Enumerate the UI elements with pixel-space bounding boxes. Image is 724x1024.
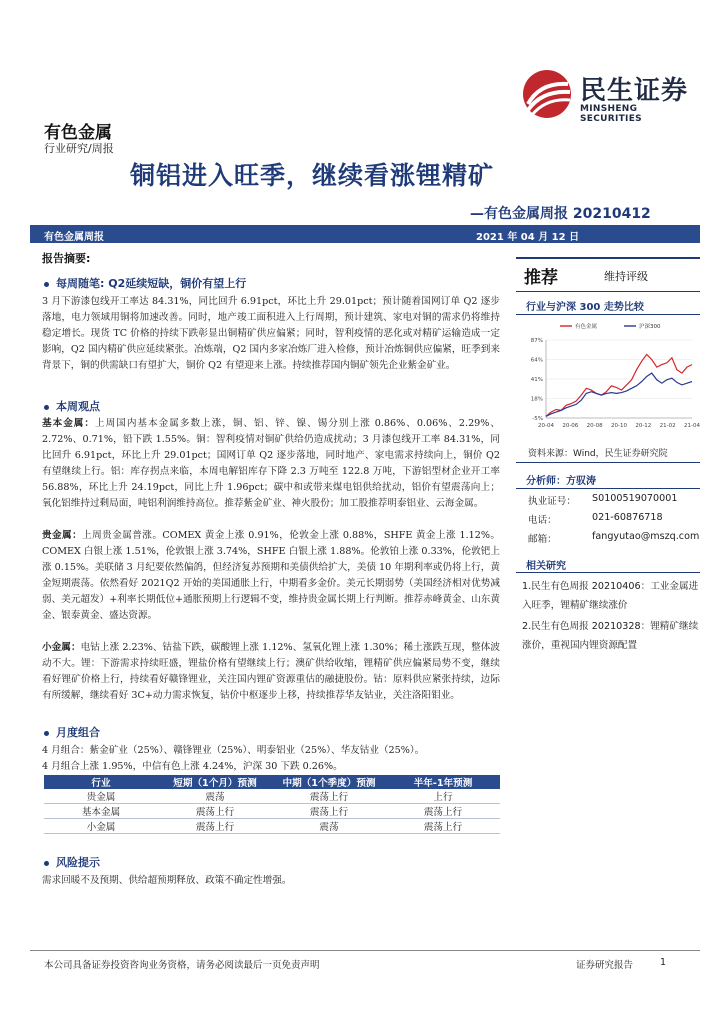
sector-label: 有色金属	[44, 123, 112, 143]
table-cell: 震荡上行	[272, 789, 386, 804]
table-cell: 小金属	[44, 819, 158, 834]
footer-disclaimer: 本公司具备证券投资咨询业务资格，请务必阅读最后一页免责声明	[44, 960, 320, 971]
risk-heading: 风险提示	[44, 854, 100, 870]
y-tick-label: 18%	[530, 396, 543, 403]
summary-label: 报告摘要:	[42, 252, 91, 265]
x-tick-label: 20-04	[538, 423, 554, 429]
email-label: 邮箱：	[528, 534, 557, 545]
legend-label: 沪深300	[639, 324, 661, 330]
x-tick-label: 20-10	[611, 423, 627, 429]
x-tick-label: 21-02	[659, 423, 676, 429]
table-cell: 上行	[386, 789, 500, 804]
bullet-icon	[44, 731, 49, 736]
table-cell: 震荡上行	[386, 804, 500, 819]
table-cell: 震荡上行	[386, 819, 500, 834]
precious-metals-label: 贵金属：	[42, 530, 83, 541]
minor-metals-label: 小金属：	[42, 642, 81, 653]
phone-label: 电话：	[528, 515, 557, 526]
minor-metals-paragraph	[42, 640, 500, 704]
report-type: 行业研究/周报	[44, 142, 114, 155]
related-item[interactable]: 2.民生有色周报 20210328：锂精矿继续涨价，重视国内锂资源配置	[522, 621, 699, 651]
x-tick-label: 21-04	[684, 423, 700, 429]
page-subtitle: —有色金属周报 20210412	[470, 206, 651, 222]
divider	[516, 488, 700, 489]
footer-divider	[30, 950, 700, 951]
precious-metals-text: 上周贵金属普涨。COMEX 黄金上涨 0.91%，伦敦金上涨 0.88%，SHFE 黄金上涨 1.12%。COMEX 白银上涨 1.51%，伦敦银上涨 3.74%，SHFE 白银上涨 1.88%。伦敦铂上涨 0.33%，伦敦钯上涨 0.15%。美联储 3 月纪要依然偏鸽，但经济复苏预期和美债供给扩大，美债 10 年期利率或仍将上行，黄金短期震荡。依然看好 2021Q2 开始的美国通胀上行，中期看多金价。美元长期弱势（美国经济相对优势减弱、美元超发）+利率长期低位+通胀预期上行逻辑不变，维持贵金属长期上行判断。推荐赤峰黄金、山东黄金、银泰黄金、盛达资源。	[42, 530, 501, 621]
table-row	[44, 804, 500, 819]
page-number: 1	[660, 957, 667, 968]
table-cell: 震荡	[272, 819, 386, 834]
y-tick-label: 41%	[530, 377, 543, 383]
page-title: 铜铝进入旺季，继续看涨锂精矿	[130, 161, 495, 190]
table-header: 半年-1年预测	[386, 775, 500, 789]
base-metals-paragraph	[42, 416, 500, 512]
report-date: 2021 年 04 月 12 日	[476, 232, 580, 243]
table-header: 行业	[44, 775, 158, 789]
table-cell: 震荡	[158, 789, 272, 804]
x-tick-label: 20-08	[586, 423, 603, 429]
x-tick-label: 20-12	[635, 423, 652, 429]
table-row	[44, 819, 500, 834]
chart-title: 行业与沪深 300 走势比较	[526, 302, 644, 313]
divider	[516, 572, 700, 573]
cert-label: 执业证号：	[528, 496, 576, 507]
y-tick-label: -5%	[532, 416, 543, 422]
x-tick-label: 20-06	[562, 423, 579, 429]
table-cell: 震荡上行	[272, 804, 386, 819]
table-cell: 震荡上行	[158, 819, 272, 834]
rating-label: 推荐	[524, 268, 558, 288]
table-header: 短期（1个月）预测	[158, 775, 272, 789]
rating-action: 维持评级	[604, 270, 648, 283]
bullet-icon	[44, 405, 49, 410]
risk-text: 需求回暖不及预期、供给超预期释放、政策不确定性增强。	[42, 875, 292, 886]
brand-name-en: MINSHENG SECURITIES	[580, 104, 642, 124]
brand-name: 民生证券	[580, 76, 689, 106]
logo-mark-icon	[520, 68, 576, 120]
table-header-row	[44, 775, 500, 789]
table-header: 中期（1个季度）预测	[272, 775, 386, 789]
base-metals-text: 上周国内基本金属多数上涨，铜、铝、锌、镍、锡分别上涨 0.86%、0.06%、2.29%、2.72%、0.71%，铅下跌 1.55%。铜：智利疫情对铜矿供给仍造成扰动；3 月漆包线开工率 84.31%，同比回升 6.91pct，环比上升 29.01pct；国网订单 Q2 逐步落地，同时地产、家电需求持续向上，铜价 Q2 有望继续上行。铝：库存拐点来临，本周电解铝库存下降 2.3 万吨至 122.8 万吨，下游铝型材企业开工率 56.88%，环比上升 24.19pct，同比上升 1.96pct；碳中和或带来煤电铝供给扰动，铝价有望震荡向上；氧化铝维持过剩局面，吨铝利润维持高位。推荐紫金矿业、神火股份；加工股推荐明泰铝业、云海金属。	[42, 418, 500, 509]
legend-label: 有色金属	[575, 324, 598, 330]
table-row	[44, 789, 500, 804]
table-cell: 震荡上行	[158, 804, 272, 819]
chart-source: 资料来源：Wind，民生证券研究院	[528, 449, 668, 459]
precious-metals-paragraph	[42, 528, 500, 624]
rating-box	[516, 257, 700, 292]
table-cell: 基本金属	[44, 804, 158, 819]
bullet-icon	[44, 861, 49, 866]
related-item[interactable]: 1.民生有色周报 20210406：工业金属进入旺季，锂精矿继续涨价	[522, 581, 699, 611]
weekly-views-heading: 本周观点	[44, 398, 100, 414]
related-heading: 相关研究	[526, 561, 566, 572]
phone-value: 021-60876718	[592, 512, 663, 523]
y-tick-label: 87%	[530, 338, 543, 344]
trend-chart	[516, 318, 700, 442]
cert-value: S0100519070001	[592, 493, 678, 504]
bullet-icon	[44, 282, 49, 287]
y-tick-label: 64%	[530, 357, 543, 364]
minor-metals-text: 电钴上涨 2.23%、钴盐下跌，碳酸锂上涨 1.12%、氢氧化锂上涨 1.30%；稀土涨跌互现，整体波动不大。锂：下游需求持续旺盛，锂盐价格有望继续上行；澳矿供给收缩，锂精矿供应偏紧局势不变，继续看好锂矿价格上行，持续看好赣锋锂业，关注国内锂矿资源重估的融捷股份。钴：原料供应紧张持续，边际有所缓解，继续看好 3C+动力需求恢复，钴价中枢逐步上移，持续推荐华友钴业，关注洛阳钼业。	[42, 642, 500, 701]
portfolio-line-2: 4 月组合上涨 1.95%，中信有色上涨 4.24%，沪深 30 下跌 0.26%。	[42, 761, 343, 772]
divider	[516, 462, 700, 463]
band-left-label: 有色金属周报	[44, 232, 104, 243]
weekly-notes-heading: 每周随笔: Q2延续短缺，铜价有望上行	[44, 275, 246, 291]
header-band	[30, 225, 700, 243]
divider	[516, 314, 700, 315]
portfolio-heading: 月度组合	[44, 724, 100, 740]
footer-report: 证券研究报告	[576, 960, 634, 971]
brand-logo	[520, 68, 700, 124]
series-line-1	[546, 373, 692, 416]
portfolio-line-1: 4 月组合：紫金矿业（25%）、赣锋锂业（25%）、明泰铝业（25%）、华友钴业（25%）。	[42, 745, 425, 756]
analyst-heading: 分析师：方驭涛	[526, 476, 596, 487]
email-value[interactable]: fangyutao@mszq.com	[592, 531, 700, 542]
prediction-table	[44, 775, 500, 834]
base-metals-label: 基本金属：	[42, 418, 96, 429]
weekly-notes-text: 3 月下游漆包线开工率达 84.31%，同比回升 6.91pct，环比上升 29.01pct；预计随着国网订单 Q2 逐步落地，电力领域用铜将加速改善。同时，地产竣工面积进入上行周期，预计建筑、家电对铜的需求仍将维持稳定增长。现货 TC 价格的持续下跌彰显出铜精矿供应偏紧；同时，智利疫情的恶化或对精矿运输造成一定影响，Q2 国内精矿供应延续紧张。冶炼端，Q2 国内多家冶炼厂进入检修，预计冶炼铜供应偏紧，旺季到来背景下，铜的供需缺口有望扩大，铜价 Q2 有望迎来上涨。持续推荐国内铜矿领先企业紫金矿业。	[42, 296, 500, 371]
table-cell: 贵金属	[44, 789, 158, 804]
